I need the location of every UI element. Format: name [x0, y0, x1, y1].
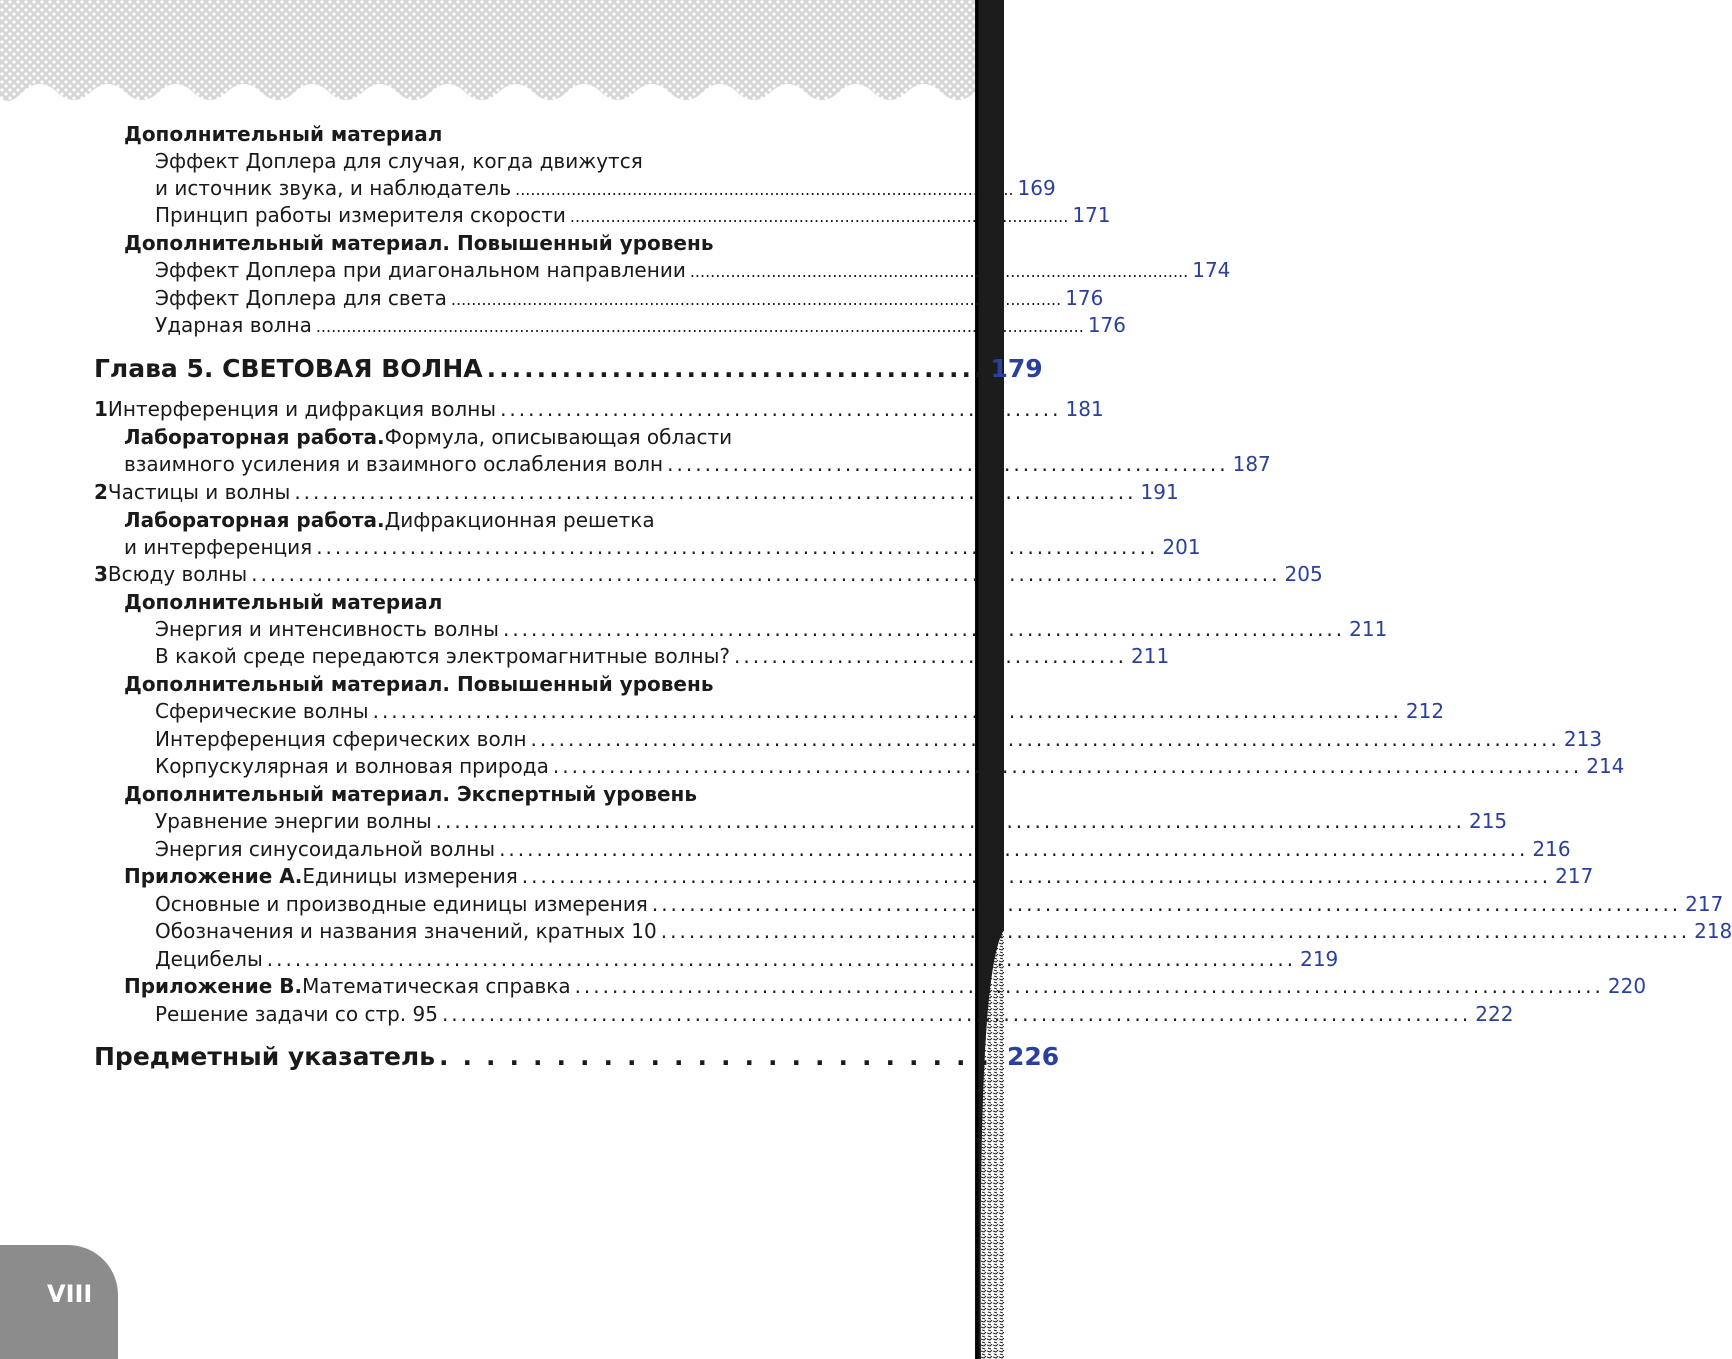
toc-entry-title: Децибелы	[155, 947, 263, 971]
leader-dots: ..............................................................................................................	[372, 699, 1402, 723]
toc-page-number[interactable]: 171	[1072, 203, 1111, 227]
toc-index[interactable]	[94, 1041, 1060, 1073]
toc-subheading-label: Дополнительный материал. Повышенный уровень	[124, 231, 714, 255]
leader-dots: ..........................................................................................	[294, 480, 1137, 504]
toc-page-number[interactable]: 217	[1685, 892, 1724, 916]
leader-dots: ..................................................................................................	[689, 262, 1189, 281]
toc-page-number[interactable]: 213	[1563, 727, 1603, 751]
toc-entry-title: В какой среде передаются электромагнитные волны?	[155, 644, 731, 668]
leader-dots: ..............................................................................................................	[521, 864, 1552, 888]
leader-dots: ..............................................................................................................	[660, 919, 1691, 943]
toc-subheading	[124, 781, 697, 808]
appendix-label: Приложение В.	[124, 974, 303, 998]
toc-entry-title: взаимного усиления и взаимного ослабления волн	[124, 452, 664, 476]
leader-dots: ..............................................................................................................	[552, 754, 1583, 778]
toc-entry-title: Интерференция сферических волн	[155, 727, 527, 751]
leader-dots: ..........................................................................................	[502, 617, 1346, 641]
toc-entry-title: Математическая справка	[302, 974, 571, 998]
toc-subheading	[124, 230, 713, 257]
toc-subheading	[124, 589, 442, 616]
toc-page-number[interactable]: 191	[1140, 480, 1179, 504]
toc-subheading	[124, 671, 713, 698]
toc-section[interactable]	[94, 561, 1323, 588]
toc-entry[interactable]	[155, 753, 1625, 780]
toc-entry-title: Сферические волны	[155, 699, 369, 723]
toc-entry-title: Интерференция и дифракция волны	[107, 397, 497, 421]
toc-entry[interactable]	[155, 202, 1111, 230]
page-number: VIII	[47, 1280, 93, 1308]
section-number: 3	[94, 562, 108, 586]
leader-dots: .......................................................................................................................................................	[315, 317, 1084, 336]
toc-subheading-label: Дополнительный материал. Повышенный уровень	[124, 672, 714, 696]
toc-entry-title: Единицы измерения	[302, 864, 518, 888]
toc-page-number[interactable]: 201	[1162, 535, 1201, 559]
toc-chapter[interactable]	[94, 353, 1043, 385]
toc-entry-title: Эффект Доплера при диагональном направлении	[155, 258, 686, 282]
leader-dots: ..............................................................................................................	[651, 892, 1682, 916]
toc-entry-title: Эффект Доплера для света	[155, 286, 447, 310]
toc-entry-title: Дифракционная решетка	[384, 508, 655, 532]
toc-entry[interactable]	[155, 726, 1603, 753]
toc-page-number[interactable]: 226	[1006, 1042, 1060, 1071]
leader-dots: ..............................................................................................................	[530, 727, 1560, 751]
toc-entry[interactable]	[155, 616, 1388, 643]
toc-entry[interactable]	[155, 1001, 1514, 1028]
toc-lab-line	[124, 507, 655, 534]
toc-entry-title: Принцип работы измерителя скорости	[155, 203, 566, 227]
toc-entry-line	[155, 148, 643, 175]
toc-page-number[interactable]: 179	[990, 354, 1043, 383]
leader-dots: ........................................................................................................................	[450, 290, 1062, 309]
lab-label: Лабораторная работа.	[124, 425, 385, 449]
toc-entry[interactable]	[155, 918, 1732, 945]
toc-entry[interactable]	[155, 946, 1339, 973]
toc-entry-title: и источник звука, и наблюдатель	[155, 176, 512, 200]
toc-page-number[interactable]: 169	[1017, 176, 1056, 200]
toc-subheading-label: Дополнительный материал. Экспертный уровень	[124, 782, 698, 806]
leader-dots: ..............................................................................................................	[266, 947, 1297, 971]
toc-section[interactable]	[94, 396, 1104, 423]
leader-dots: ........................................	[486, 354, 987, 383]
leader-dots: ..............................................................................................................	[251, 562, 1281, 586]
toc-page-number[interactable]: 218	[1694, 919, 1732, 943]
toc-entry[interactable]	[155, 698, 1445, 725]
toc-page-number[interactable]: 174	[1192, 258, 1231, 282]
toc-entry[interactable]	[155, 257, 1231, 285]
toc-page-number[interactable]: 219	[1300, 947, 1339, 971]
toc-subheading	[124, 121, 442, 148]
toc-entry-title: Основные и производные единицы измерения	[155, 892, 648, 916]
toc-page-number[interactable]: 211	[1131, 644, 1170, 668]
toc-entry[interactable]	[155, 891, 1724, 918]
toc-chapter-title: Предметный указатель	[94, 1042, 436, 1071]
toc-entry-title: Формула, описывающая области	[384, 425, 733, 449]
toc-appendix[interactable]	[124, 863, 1594, 890]
leader-dots: ..............................................................................................................	[499, 837, 1529, 861]
toc-entry-title: Всюду волны	[107, 562, 248, 586]
leader-dots: ..............................................................................................................	[435, 809, 1465, 833]
section-number: 2	[94, 480, 108, 504]
appendix-label: Приложение А.	[124, 864, 303, 888]
leader-dots: ..................................................................................................	[515, 180, 1014, 199]
toc-page-number[interactable]: 205	[1284, 562, 1323, 586]
toc-entry-title: Энергия синусоидальной волны	[155, 837, 496, 861]
toc-page-number[interactable]: 215	[1468, 809, 1508, 833]
toc-page-number[interactable]: 222	[1475, 1002, 1514, 1026]
toc-lab-line	[124, 424, 732, 451]
toc-entry[interactable]	[155, 808, 1508, 835]
toc-entry[interactable]	[155, 643, 1170, 670]
toc-entry-title: Частицы и волны	[107, 480, 291, 504]
toc-page-number[interactable]: 216	[1532, 837, 1571, 861]
leader-dots: ........................	[439, 1042, 1003, 1071]
toc-entry[interactable]	[155, 175, 1056, 203]
toc-entry-title: Ударная волна	[155, 313, 312, 337]
toc-entry[interactable]	[124, 451, 1271, 478]
toc-entry[interactable]	[155, 285, 1104, 313]
leader-dots: ..........................................................................................	[316, 535, 1159, 559]
toc-section[interactable]	[94, 479, 1179, 506]
toc-chapter-title: Глава 5. СВЕТОВАЯ ВОЛНА	[94, 354, 483, 383]
toc-entry-title: Обозначения и названия значений, кратных 10	[155, 919, 657, 943]
leader-dots: ..............................................................................................................	[441, 1002, 1472, 1026]
toc-entry-title: Корпускулярная и волновая природа	[155, 754, 549, 778]
toc-entry-title: Уравнение энергии волны	[155, 809, 432, 833]
leader-dots: ............................................................	[500, 397, 1062, 421]
toc-page-number[interactable]: 220	[1607, 974, 1647, 998]
toc-subheading-label: Дополнительный материал	[124, 590, 443, 614]
toc-entry-title: и интерференция	[124, 535, 313, 559]
leader-dots: ..................................................................................................	[569, 207, 1069, 226]
section-number: 1	[94, 397, 108, 421]
toc-page-number[interactable]: 217	[1555, 864, 1594, 888]
decorative-top-band	[0, 0, 975, 120]
leader-dots: ..........................................	[734, 644, 1128, 668]
leader-dots: ............................................................	[667, 452, 1229, 476]
lab-label: Лабораторная работа.	[124, 508, 385, 532]
leader-dots: ..............................................................................................................	[574, 974, 1604, 998]
toc-entry-title: Эффект Доплера для случая, когда движутся	[155, 149, 643, 173]
toc-page-number[interactable]: 212	[1405, 699, 1445, 723]
toc-page-number[interactable]: 176	[1065, 286, 1104, 310]
toc-appendix[interactable]	[124, 973, 1647, 1000]
toc-entry-title: Энергия и интенсивность волны	[155, 617, 499, 641]
toc-page-number[interactable]: 211	[1349, 617, 1388, 641]
toc-entry-title: Решение задачи со стр. 95	[155, 1002, 438, 1026]
toc-entry[interactable]	[124, 534, 1201, 561]
toc-subheading-label: Дополнительный материал	[124, 122, 443, 146]
toc-page-number[interactable]: 176	[1087, 313, 1126, 337]
toc-page-number[interactable]: 214	[1586, 754, 1625, 778]
toc-page-number[interactable]: 187	[1232, 452, 1271, 476]
toc-entry[interactable]	[155, 312, 1126, 340]
toc-page-number[interactable]: 181	[1065, 397, 1104, 421]
toc-entry[interactable]	[155, 836, 1571, 863]
